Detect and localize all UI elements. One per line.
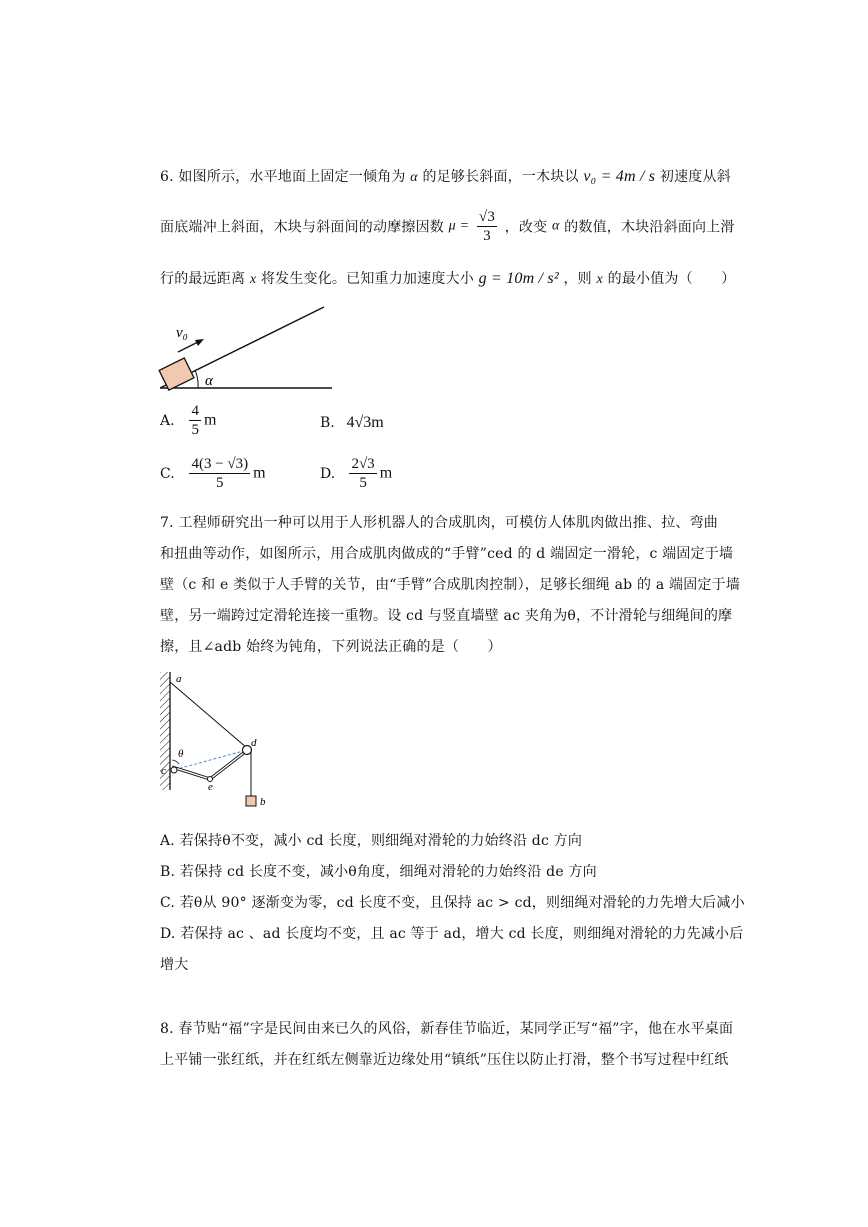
label-a: a <box>176 673 182 685</box>
q8-line-2: 上平铺一张红纸，并在红纸左侧靠近边缘处用“镇纸”压住以防止打滑，整个书写过程中红纸 <box>160 1052 729 1068</box>
q7-line-1: 7. 工程师研究出一种可以用于人形机器人的合成肌肉，可模仿人体肌肉做出推、拉、弯曲 <box>160 515 719 531</box>
joint-c <box>171 767 177 773</box>
q6-line-2: 面底端冲上斜面，木块与斜面间的动摩擦因数 μ = $\frac{√3}{3}$ ，改变 α 的数值，木块沿斜面向上滑 <box>160 209 735 244</box>
q6-line-3: 行的最远距离 x 将发生变化。已知重力加速度大小 g = 10m / s² ，则 x 的最小值为（ ） <box>160 270 736 287</box>
label-theta: θ <box>178 748 184 760</box>
arrow-head <box>195 339 204 346</box>
q6-option-c[interactable]: C. $\frac{4(3 - √3)}{5}$ m <box>160 456 266 491</box>
q7-line-3: 壁（c 和 e 类似于人手臂的关节，由“手臂”合成肌肉控制），足够长细绳 ab 的 a 端固定于墙 <box>160 577 741 593</box>
mu-fraction: $\frac{√3}{3}$ <box>478 209 496 244</box>
alpha-label: α <box>205 373 213 389</box>
q6-option-b[interactable]: B. 4√3m <box>320 414 384 431</box>
weight-block <box>246 796 256 806</box>
rope-ad <box>170 682 247 748</box>
v0-label: v₀ <box>176 325 188 341</box>
angle-arc <box>195 370 198 388</box>
q6-line-1: 6. 如图所示，水平地面上固定一倾角为 α 的足够长斜面，一木块以 v₀ = 4m / s 初速度从斜 <box>160 168 731 185</box>
q7-line-2: 和扭曲等动作，如图所示，用合成肌肉做成的“手臂”ced 的 d 端固定一滑轮，c 端固定于墙 <box>160 546 734 562</box>
q7-option-b[interactable]: B. 若保持 cd 长度不变，减小θ角度，细绳对滑轮的力始终沿 de 方向 <box>160 864 597 880</box>
q7-option-d-continued: 增大 <box>160 957 189 973</box>
q7-line-4: 壁，另一端跨过定滑轮连接一重物。设 cd 与竖直墙壁 ac 夹角为θ，不计滑轮与细绳间的摩 <box>160 608 733 624</box>
label-e: e <box>208 781 213 793</box>
incline-figure <box>150 300 350 395</box>
q7-option-a[interactable]: A. 若保持θ不变，减小 cd 长度，则细绳对滑轮的力始终沿 dc 方向 <box>160 833 583 849</box>
q7-option-d[interactable]: D. 若保持 ac 、ad 长度均不变，且 ac 等于 ad，增大 cd 长度，则细绳对滑轮的力先减小后 <box>160 926 744 942</box>
label-b: b <box>260 796 266 808</box>
q8-line-1: 8. 春节贴“福”字是民间由来已久的风俗，新春佳节临近，某同学正写“福”字，他在水平桌面 <box>160 1021 734 1037</box>
theta-arc <box>172 760 179 764</box>
label-d: d <box>251 737 257 749</box>
q7-option-c[interactable]: C. 若θ从 90° 逐渐变为零，cd 长度不变，且保持 ac > cd，则细绳对滑轮的力先增大后减小 <box>160 895 745 911</box>
arm-pulley-figure <box>150 668 280 816</box>
label-c: c <box>161 765 166 777</box>
q6-option-d[interactable]: D. $\frac{2√3}{5}$ m <box>320 456 393 491</box>
q7-line-5: 擦，且∠adb 始终为钝角，下列说法正确的是（ ） <box>160 639 502 655</box>
q6-option-a[interactable]: A. $\frac{4}{5}$ m <box>160 403 217 438</box>
